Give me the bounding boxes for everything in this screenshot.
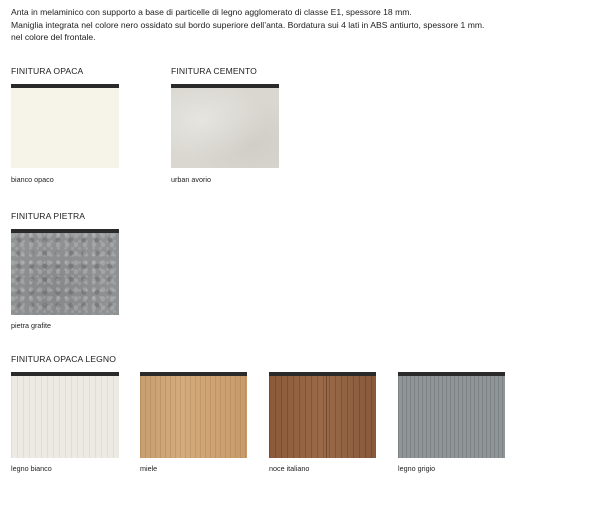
description-line-3: nel colore del frontale. xyxy=(11,32,96,42)
finish-surface xyxy=(140,376,247,458)
finish-surface xyxy=(269,376,376,458)
finish-surface xyxy=(171,88,279,168)
swatch-noce-italiano xyxy=(269,372,376,458)
swatch-legno-bianco xyxy=(11,372,119,458)
section-heading-pietra: FINITURA PIETRA xyxy=(11,211,86,221)
section-heading-legno: FINITURA OPACA LEGNO xyxy=(11,354,116,364)
caption-noce-italiano: noce italiano xyxy=(269,464,310,473)
finish-surface xyxy=(11,233,119,315)
swatch-urban-avorio xyxy=(171,84,279,168)
finish-surface xyxy=(11,376,119,458)
finish-surface xyxy=(11,88,119,168)
description xyxy=(11,6,484,44)
caption-miele: miele xyxy=(140,464,158,473)
swatch-miele xyxy=(140,372,247,458)
description-line-2: Maniglia integrata nel colore nero ossidato sul bordo superiore dell’anta. Bordatura sui 4 lati in ABS antiurto, spessore 1 mm. xyxy=(11,19,485,30)
swatch-bianco-opaco xyxy=(11,84,119,168)
section-heading-cemento: FINITURA CEMENTO xyxy=(171,66,257,76)
caption-pietra-grafite: pietra grafite xyxy=(11,321,51,330)
section-heading-opaca: FINITURA OPACA xyxy=(11,66,84,76)
caption-urban-avorio: urban avorio xyxy=(171,175,211,184)
description-line-1: Anta in melaminico con supporto a base di particelle di legno agglomerato di classe E1, spessore 18 mm. xyxy=(11,7,412,17)
caption-legno-bianco: legno bianco xyxy=(11,464,52,473)
swatch-pietra-grafite xyxy=(11,229,119,315)
caption-bianco-opaco: bianco opaco xyxy=(11,175,54,184)
finish-surface xyxy=(398,376,505,458)
swatch-legno-grigio xyxy=(398,372,505,458)
caption-legno-grigio: legno grigio xyxy=(398,464,436,473)
